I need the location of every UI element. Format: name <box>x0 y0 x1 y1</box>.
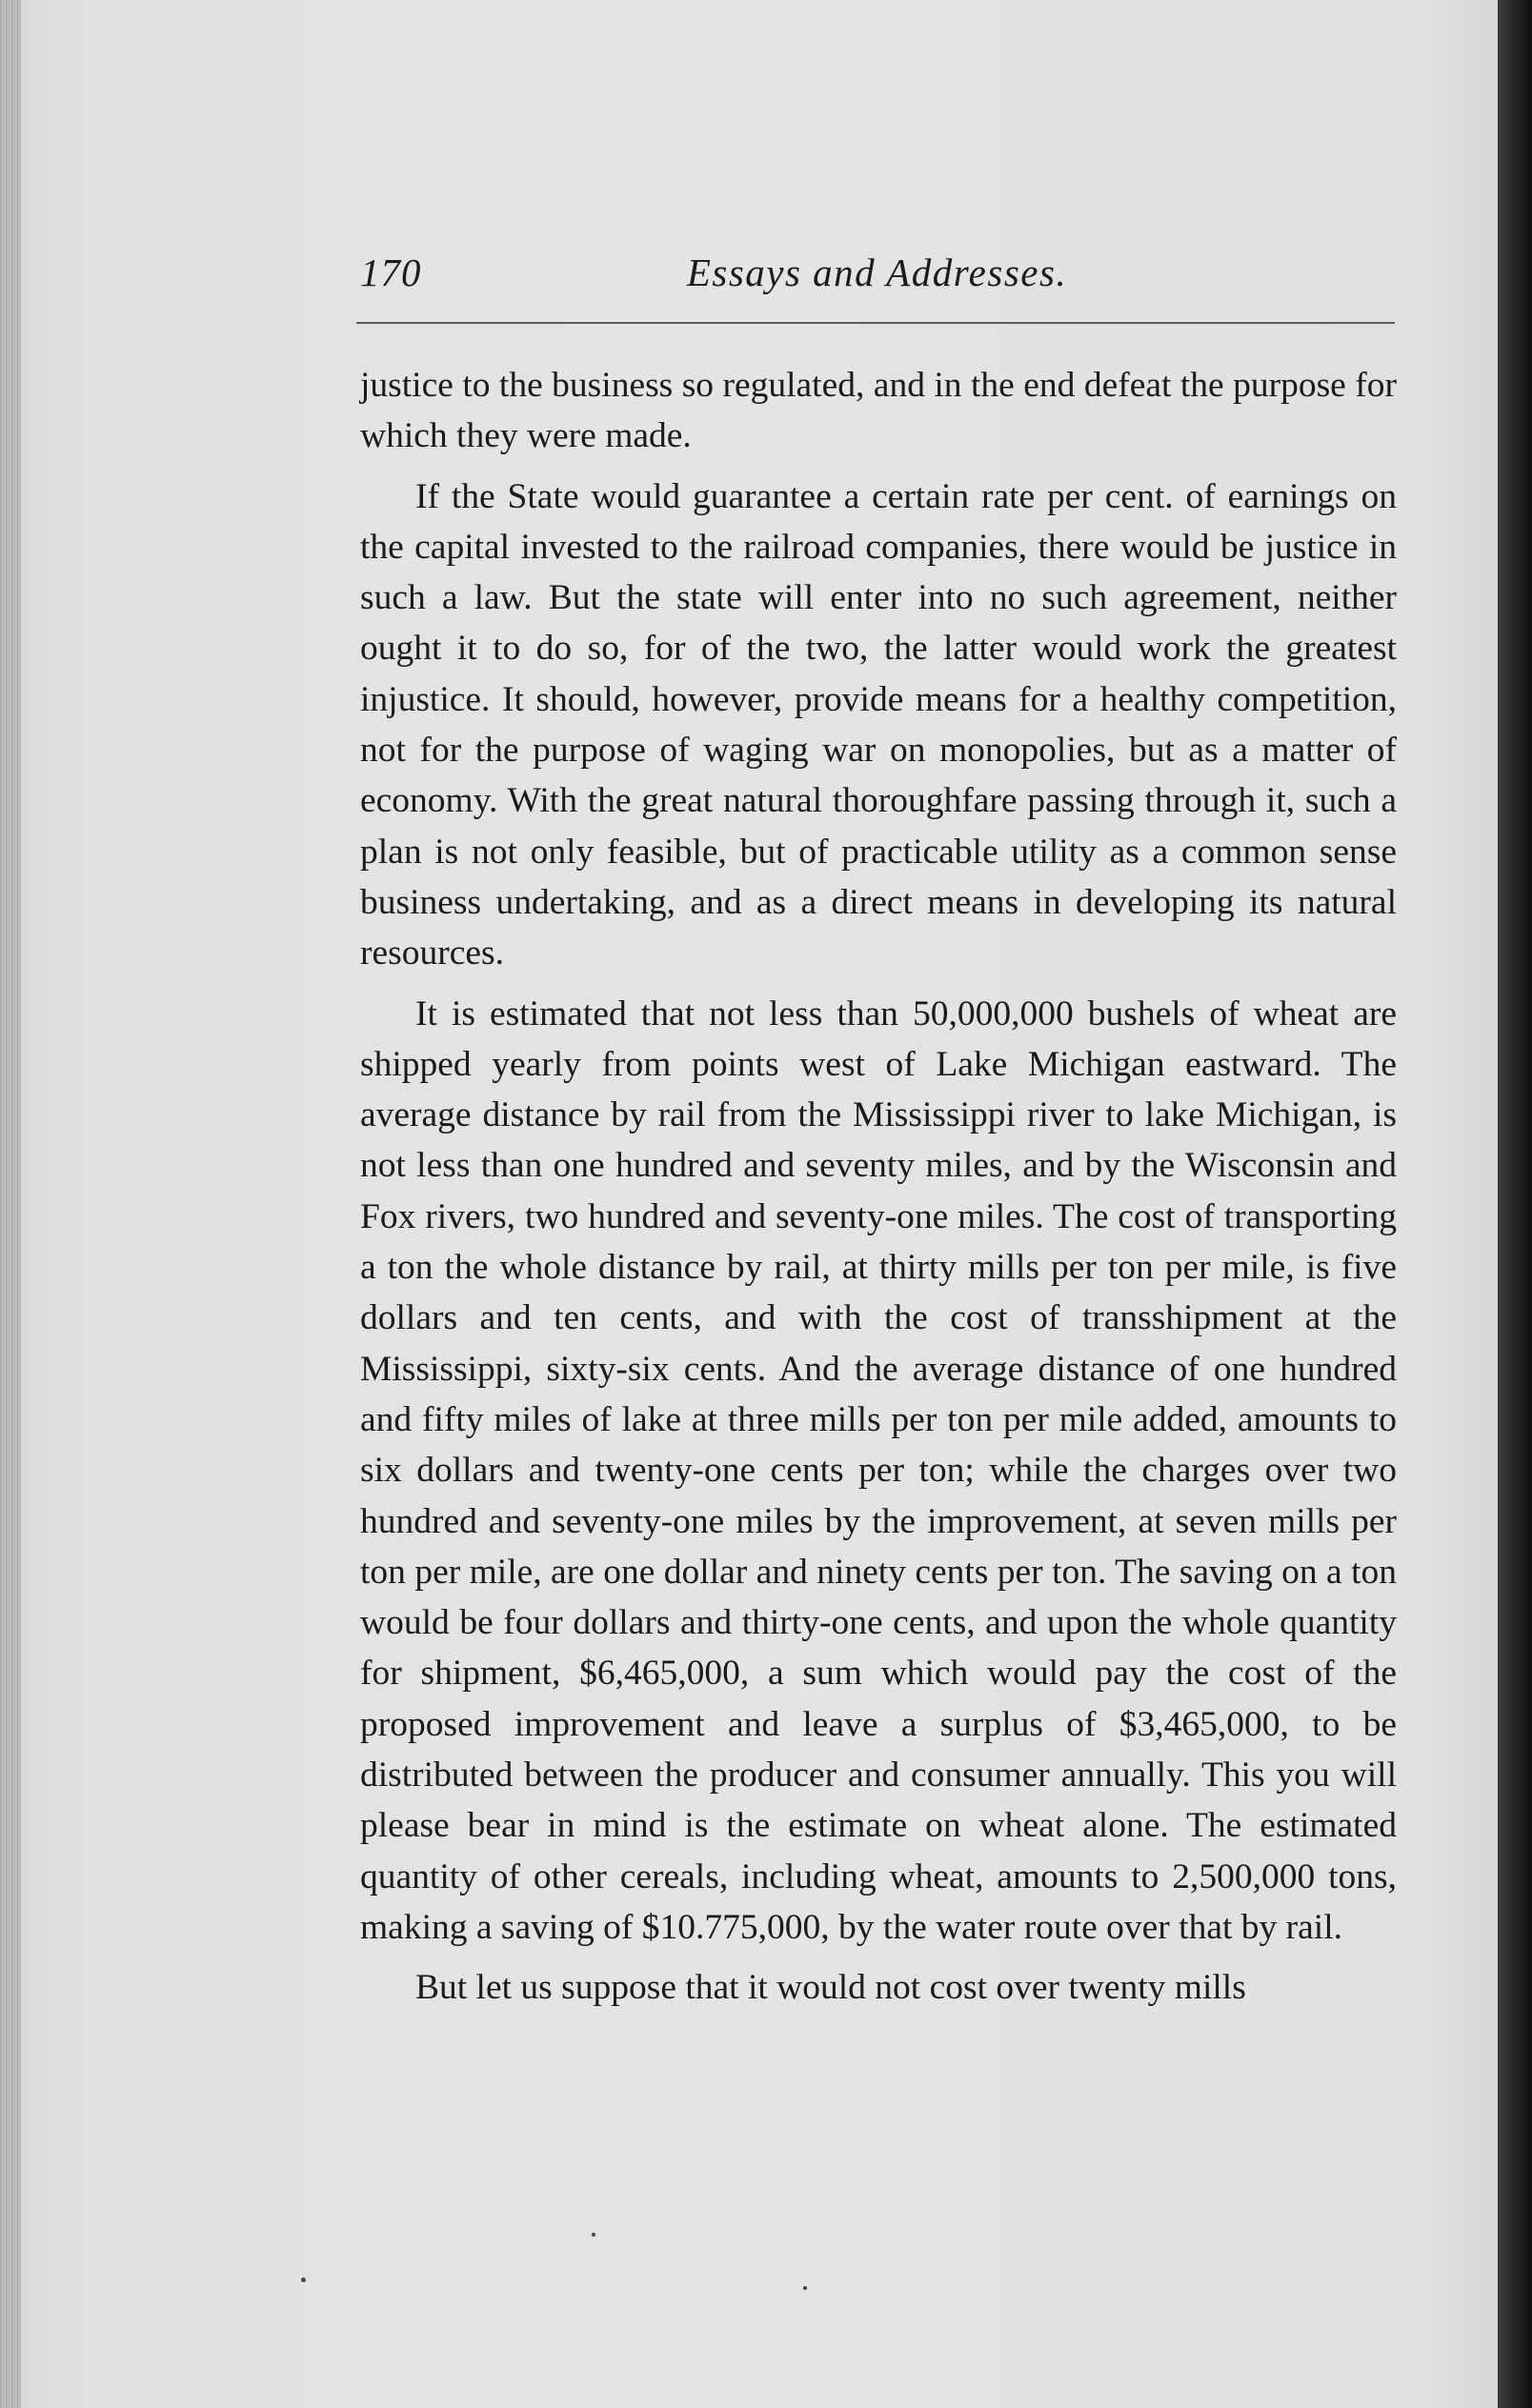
page-left-edge <box>0 0 21 2408</box>
running-title: Essays and Addresses. <box>686 251 1068 294</box>
body-text <box>360 360 1397 2014</box>
page-header <box>360 250 1394 307</box>
print-speck <box>301 2278 306 2282</box>
header-rule <box>356 322 1395 324</box>
paragraph-2: If the State would guarantee a certain rate per cent. of earnings on the capital invested to the railroad companies, there would be justice in such a law. But the state will enter into no such agreement, neither ought it to do so, for of the two, the latter would work the greatest injustice. It should, however, provide means for a healthy competition, not for the purpose of waging war on monopolies, but as a matter of economy. With the great natural thoroughfare passing through it, such a plan is not only feasible, but of practicable utility as a common sense business undertaking, and as a direct means in developing its natural resources. <box>360 476 1397 973</box>
print-speck <box>592 2233 595 2237</box>
paragraph-3: It is estimated that not less than 50,000,000 bushels of wheat are shipped yearly from points west of Lake Michigan eastward. The average distance by rail from the Mississippi river to lake Michigan, is not less than one hundred and seventy miles, and by the Wisconsin and Fox rivers, two hundred and seventy-one miles. The cost of transporting a ton the whole distance by rail, at thirty mills per ton per mile, is five dollars and ten cents, and with the cost of transshipment at the Mississippi, sixty-six cents. And the average distance of one hundred and fifty miles of lake at three mills per ton per mile added, amounts to six dollars and twenty-one cents per ton; while the charges over two hundred and seventy-one miles by the improvement, at seven mills per ton per mile, are one dollar and ninety cents per ton. The saving on a ton would be four dollars and thirty-one cents, and upon the whole quantity for shipment, $6,465,000, a sum which would pay the cost of the proposed improvement and leave a surplus of $3,465,000, to be distributed between the producer and consumer annually. This you will please bear in mind is the estimate on wheat alone. The estimated quantity of other cereals, including wheat, amounts to 2,500,000 tons, making a saving of $10.775,000, by the water route over that by rail. <box>360 993 1397 1947</box>
paragraph-4: But let us suppose that it would not cost over twenty mills <box>415 1968 1246 2008</box>
print-speck <box>803 2286 807 2290</box>
scan-right-border <box>1498 0 1532 2408</box>
page-number: 170 <box>360 251 422 294</box>
paragraph-1: justice to the business so regulated, and in the end defeat the purpose for which they were made. <box>360 366 1397 456</box>
